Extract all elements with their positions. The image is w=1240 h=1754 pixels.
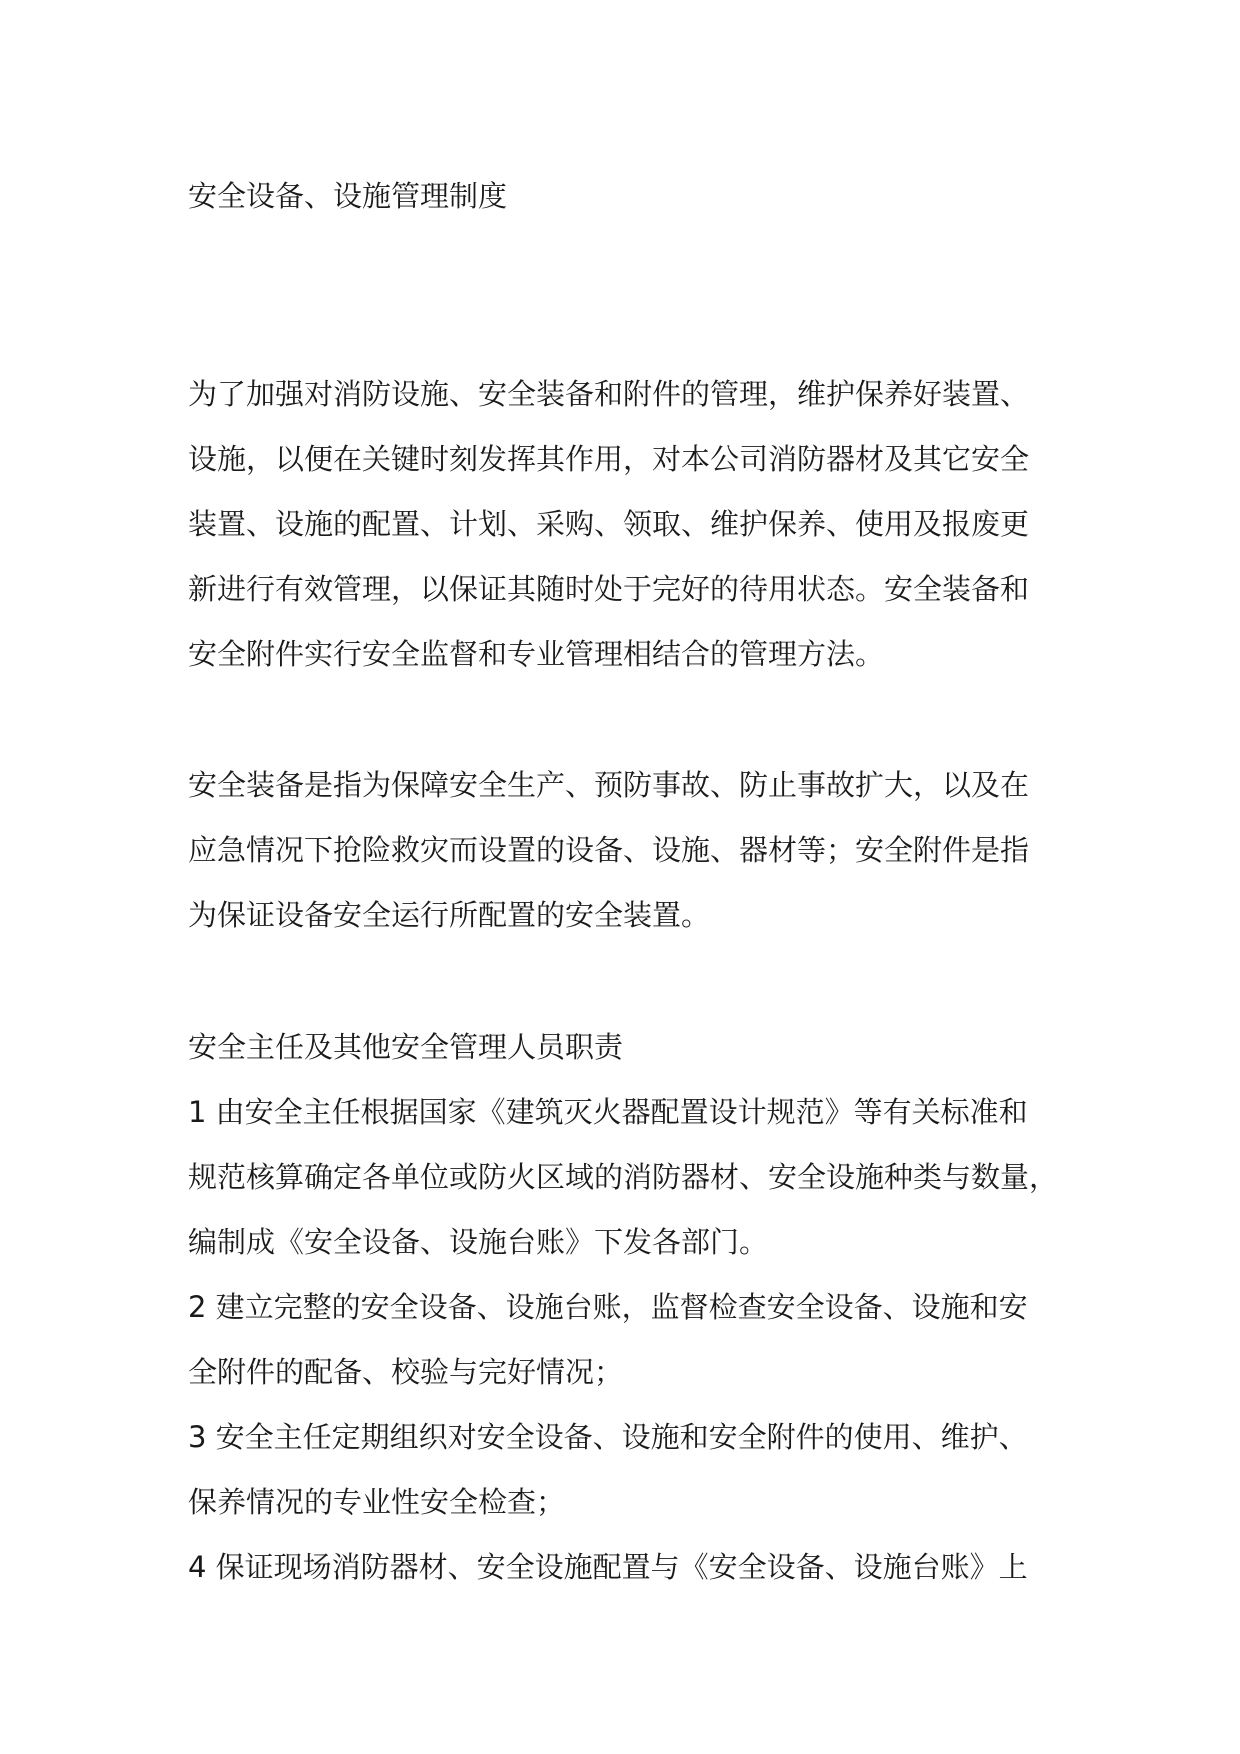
duty-line: 规范核算确定各单位或防火区域的消防器材、安全设施种类与数量， [188,1160,1059,1194]
duty-line: 3 安全主任定期组织对安全设备、设施和安全附件的使用、维护、 [188,1420,1028,1454]
intro-line: 为了加强对消防设施、安全装备和附件的管理，维护保养好装置、 [188,377,1030,411]
intro-line: 新进行有效管理，以保证其随时处于完好的待用状态。安全装备和 [188,572,1030,606]
intro-line: 设施，以便在关键时刻发挥其作用，对本公司消防器材及其它安全 [188,442,1030,476]
duty-line: 编制成《安全设备、设施台账》下发各部门。 [188,1225,769,1259]
duty-line: 4 保证现场消防器材、安全设施配置与《安全设备、设施台账》上 [188,1550,1028,1584]
definition-line: 为保证设备安全运行所配置的安全装置。 [188,898,711,932]
duty-line: 2 建立完整的安全设备、设施台账，监督检查安全设备、设施和安 [188,1290,1028,1324]
duty-line: 全附件的配备、校验与完好情况； [188,1355,624,1389]
definition-paragraph [188,753,1088,948]
duties-heading: 安全主任及其他安全管理人员职责 [188,1030,624,1064]
definition-line: 安全装备是指为保障安全生产、预防事故、防止事故扩大，以及在 [188,768,1030,802]
document-title: 安全设备、设施管理制度 [188,179,508,213]
duty-line: 保养情况的专业性安全检查； [188,1485,566,1519]
definition-line: 应急情况下抢险救灾而设置的设备、设施、器材等；安全附件是指 [188,833,1030,867]
intro-line: 装置、设施的配置、计划、采购、领取、维护保养、使用及报废更 [188,507,1030,541]
duties-section [188,1015,1088,1600]
intro-paragraph [188,362,1088,687]
intro-line: 安全附件实行安全监督和专业管理相结合的管理方法。 [188,637,885,671]
duty-line: 1 由安全主任根据国家《建筑灭火器配置设计规范》等有关标准和 [188,1095,1028,1129]
